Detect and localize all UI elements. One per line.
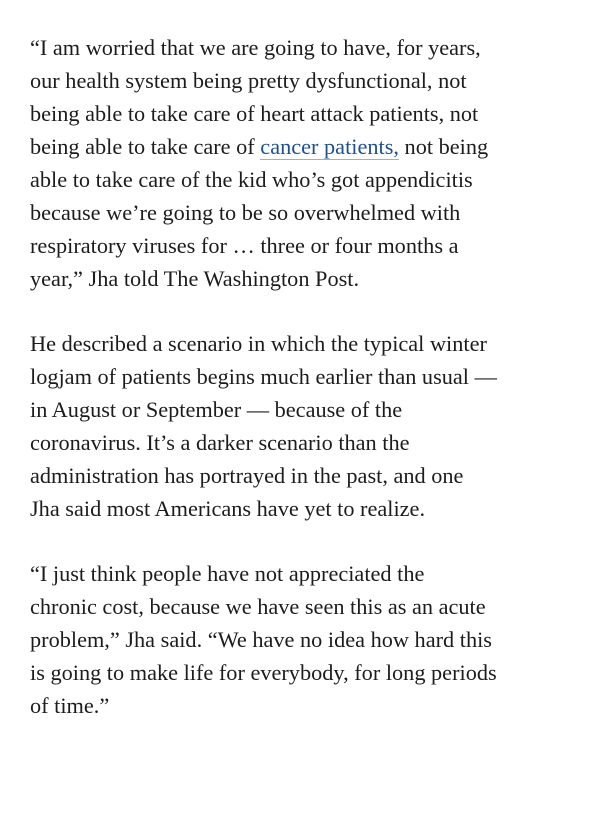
text-line: logjam of patients begins much earlier than usual — bbox=[30, 364, 497, 389]
text-line: administration has portrayed in the past, and one bbox=[30, 463, 464, 488]
text-line: “I am worried that we are going to have, for years, bbox=[30, 35, 481, 60]
text-line: He described a scenario in which the typical winter bbox=[30, 331, 487, 356]
text-line: because we’re going to be so overwhelmed with bbox=[30, 200, 461, 225]
text-line-with-link bbox=[30, 130, 570, 163]
text-line: chronic cost, because we have seen this as an acute bbox=[30, 594, 486, 619]
text-line: our health system being pretty dysfunctional, not bbox=[30, 68, 467, 93]
text-line: of time.” bbox=[30, 693, 110, 718]
cancer-patients-link[interactable]: cancer patients, bbox=[260, 134, 399, 159]
text-line: “I just think people have not appreciated the bbox=[30, 561, 425, 586]
text-line: is going to make life for everybody, for long periods bbox=[30, 660, 497, 685]
scenario-paragraph bbox=[30, 327, 570, 525]
quote-paragraph-2 bbox=[30, 557, 570, 722]
text-line: year,” Jha told The Washington Post. bbox=[30, 266, 360, 291]
text-fragment: being able to take care of bbox=[30, 134, 261, 159]
text-fragment: not being bbox=[398, 134, 489, 159]
text-line: able to take care of the kid who’s got appendicitis bbox=[30, 167, 473, 192]
text-line: in August or September — because of the bbox=[30, 397, 403, 422]
text-line: respiratory viruses for … three or four months a bbox=[30, 233, 459, 258]
text-line: problem,” Jha said. “We have no idea how hard this bbox=[30, 627, 492, 652]
text-line: being able to take care of heart attack patients, not bbox=[30, 101, 479, 126]
text-line: Jha said most Americans have yet to realize. bbox=[30, 496, 426, 521]
quote-paragraph-1 bbox=[30, 31, 570, 295]
text-line: coronavirus. It’s a darker scenario than the bbox=[30, 430, 410, 455]
